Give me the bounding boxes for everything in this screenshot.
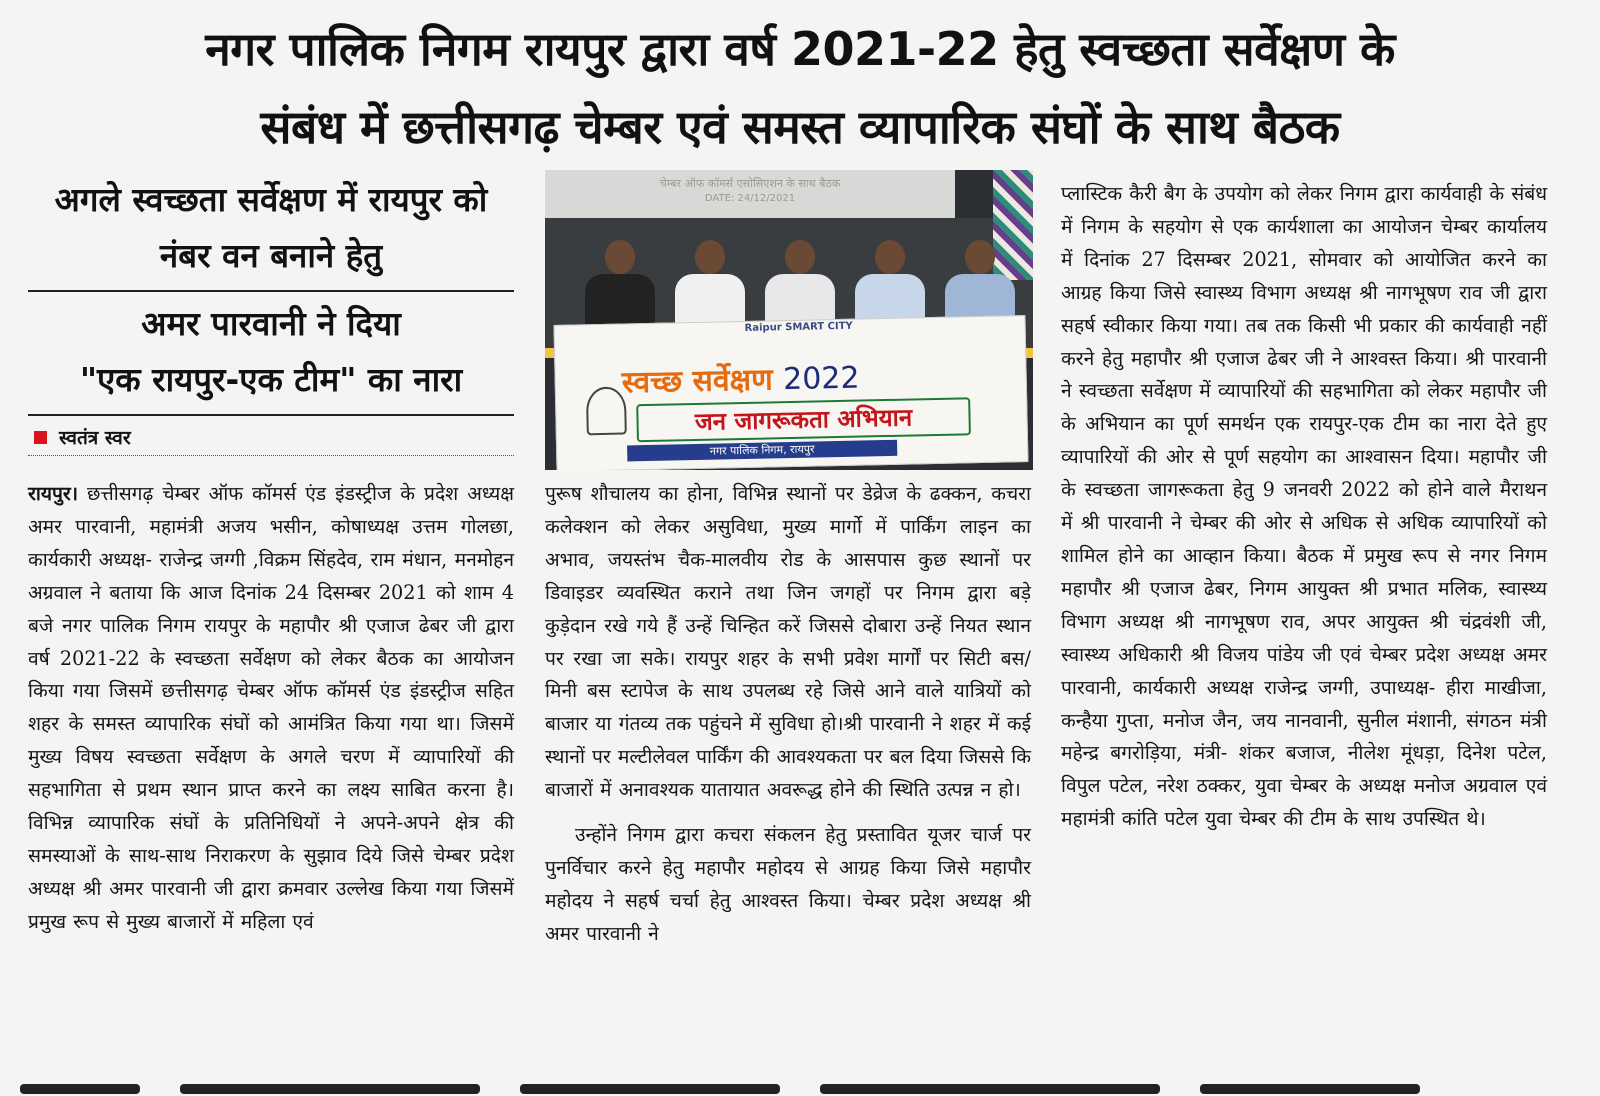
banner-title <box>621 356 860 402</box>
article-column-2 <box>545 478 1031 951</box>
banner-strip: नगर पालिक निगम, रायपुर <box>627 440 897 462</box>
headline <box>20 10 1580 166</box>
smart-city-logo: Raipur SMART CITY <box>744 320 853 334</box>
banner-title-text: स्वच्छ सर्वेक्षण <box>621 362 774 401</box>
subhead-line-4: "एक रायपुर-एक टीम" का नारा <box>79 360 463 399</box>
gandhi-figure-icon <box>586 386 627 435</box>
subhead-line-1: अगले स्वच्छता सर्वेक्षण में रायपुर को <box>54 180 488 219</box>
screen-text: चेम्बर ऑफ कॉमर्स एसोसिएशन के साथ बैठक <box>659 177 841 190</box>
article-column-1 <box>28 478 514 939</box>
screen-date: DATE: 24/12/2021 <box>704 193 796 204</box>
subheadline <box>28 172 514 420</box>
headline-line-2: संबंध में छत्तीसगढ़ चेम्बर एवं समस्त व्यापारिक संघों के साथ बैठक <box>260 100 1340 154</box>
event-banner <box>554 315 1029 470</box>
projection-screen <box>545 170 955 218</box>
column-1-text: छत्तीसगढ़ चेम्बर ऑफ कॉमर्स एंड इंडस्ट्रीज के प्रदेश अध्यक्ष अमर पारवानी, महामंत्री अजय भसीन, कोषाध्यक्ष उत्तम गोलछा, कार्यकारी अध्यक्ष- राजेन्द्र जग्गी ,विक्रम सिंहदेव, राम मंधान, मनमोहन अग्रवाल ने बताया कि आज दिनांक 24 दिसम्बर 2021 को शाम 4 बजे नगर पालिक निगम रायपुर के महापौर श्री एजाज ढेबर जी द्वारा वर्ष 2021-22 के स्वच्छता सर्वेक्षण को लेकर बैठक का आयोजन किया गया जिसमें छत्तीसगढ़ चेम्बर ऑफ कॉमर्स एंड इंडस्ट्रीज सहित शहर के समस्त व्यापारिक संघों को आमंत्रित किया गया था। जिसमें मुख्य विषय स्वच्छता सर्वेक्षण के अगले चरण में व्यापारियों की सहभागिता से प्रथम स्थान प्राप्त करने का लक्ष्य साबित करना है। विभिन्न व्यापारिक संघों के प्रतिनिधियों ने अपने-अपने क्षेत्र की समस्याओं के साथ-साथ निराकरण के सुझाव दिये जिसे चेम्बर प्रदेश अध्यक्ष श्री अमर पारवानी जी द्वारा क्रमवार उल्लेख किया गया जिसमें प्रमुख रूप से मुख्य बाजारों में महिला एवं <box>28 482 514 933</box>
subhead-line-3: अमर पारवानी ने दिया <box>141 304 401 343</box>
dateline: रायपुर। <box>28 482 78 505</box>
byline <box>34 424 514 450</box>
banner-year: 2022 <box>782 360 860 398</box>
meeting-photo <box>545 170 1033 470</box>
column-3-text: प्लास्टिक कैरी बैग के उपयोग को लेकर निगम द्वारा कार्यवाही के संबंध में निगम के सहयोग से एक कार्यशाला का आयोजन चेम्बर कार्यालय में दिनांक 27 दिसम्बर 2021, सोमवार को आयोजित करने का आग्रह किया जिसे स्वास्थ्य विभाग अध्यक्ष श्री नागभूषण राव जी द्वारा सहर्ष स्वीकार किया गया। तब तक किसी भी प्रकार की कार्यवाही नहीं करने हेतु महापौर श्री एजाज ढेबर जी ने आश्वस्त किया। श्री पारवानी ने स्वच्छता सर्वेक्षण में व्यापारियों की सहभागिता को लेकर महापौर जी के अभियान का पूर्ण समर्थन एक रायपुर-एक टीम का नारा देते हुए व्यापारियों की ओर से पूर्ण सहयोग का आश्वासन दिया। महापौर जी के स्वच्छता जागरूकता हेतु 9 जनवरी 2022 को होने वाले मैराथन में श्री पारवानी ने चेम्बर की ओर से अधिक से अधिक व्यापारियों को शामिल होने का आव्हान किया। बैठक में प्रमुख रूप से नगर निगम महापौर श्री एजाज ढेबर, निगम आयुक्त श्री प्रभात मलिक, स्वास्थ्य विभाग अध्यक्ष श्री नागभूषण राव, अपर आयुक्त श्री चंद्रवंशी जी, स्वास्थ्य अधिकारी श्री विजय पांडेय जी एवं चेम्बर प्रदेश अध्यक्ष अमर पारवानी, कार्यकारी अध्यक्ष राजेन्द्र जग्गी, उपाध्यक्ष- हीरा माखीजा, कन्हैया गुप्ता, मनोज जैन, जय नानवानी, सुनील मंशानी, संगठन मंत्री महेन्द्र बगरोड़िया, मंत्री- शंकर बजाज, नीलेश मूंधड़ा, दिनेश पटेल, विपुल पटेल, नरेश ठक्कर, युवा चेम्बर के अध्यक्ष मनोज अग्रवाल एवं महामंत्री कांति पटेल युवा चेम्बर की टीम के साथ उपस्थित थे। <box>1061 182 1547 831</box>
subhead-divider <box>28 290 514 292</box>
byline-text: स्वतंत्र स्वर <box>59 427 131 449</box>
column-2-paragraph-2: उन्होंने निगम द्वारा कचरा संकलन हेतु प्रस्तावित यूजर चार्ज पर पुनर्विचार करने हेतु महापौर महोदय से आग्रह किया जिसे महापौर महोदय ने सहर्ष चर्चा हेतु आश्वस्त किया। चेम्बर प्रदेश अध्यक्ष श्री अमर पारवानी ने <box>545 823 1031 945</box>
next-headline-cutoff <box>20 1076 1580 1096</box>
banner-subtitle: जन जागरूकता अभियान <box>636 397 971 442</box>
article-column-3 <box>1061 178 1547 836</box>
subhead-line-2: नंबर वन बनाने हेतु <box>159 236 383 275</box>
byline-divider <box>28 455 514 456</box>
red-square-icon <box>34 431 47 444</box>
column-2-paragraph-1: पुरूष शौचालय का होना, विभिन्न स्थानों पर डेव्रेज के ढक्कन, कचरा कलेक्शन को लेकर असुविधा, मुख्य मार्गो में पार्किंग लाइन का अभाव, जयस्तंभ चैक-मालवीय रोड के आसपास कुछ स्थानों पर डिवाइडर व्यवस्थित कराने तथा जिन जगहों पर निगम द्वारा बड़े कुड़ेदान रखे गये हैं उन्हें चिन्हित करें जिससे दोबारा उन्हें नियत स्थान पर रखा जा सके। रायपुर शहर के सभी प्रवेश मार्गों पर सिटी बस/ मिनी बस स्टापेज के साथ उपलब्ध रहे जिसे आने वाले यात्रियों को बाजार या गंतव्य तक पहुंचने में सुविधा हो।श्री पारवानी ने शहर में कई स्थानों पर मल्टीलेवल पार्किंग की आवश्यकता पर बल दिया जिससे कि बाजारों में अनावश्यक यातायात अवरूद्ध होने की स्थिति उत्पन्न न हो। <box>545 482 1031 802</box>
headline-line-1: नगर पालिक निगम रायपुर द्वारा वर्ष 2021-22 हेतु स्वच्छता सर्वेक्षण के <box>205 22 1395 76</box>
subhead-bottom-rule <box>28 414 514 416</box>
